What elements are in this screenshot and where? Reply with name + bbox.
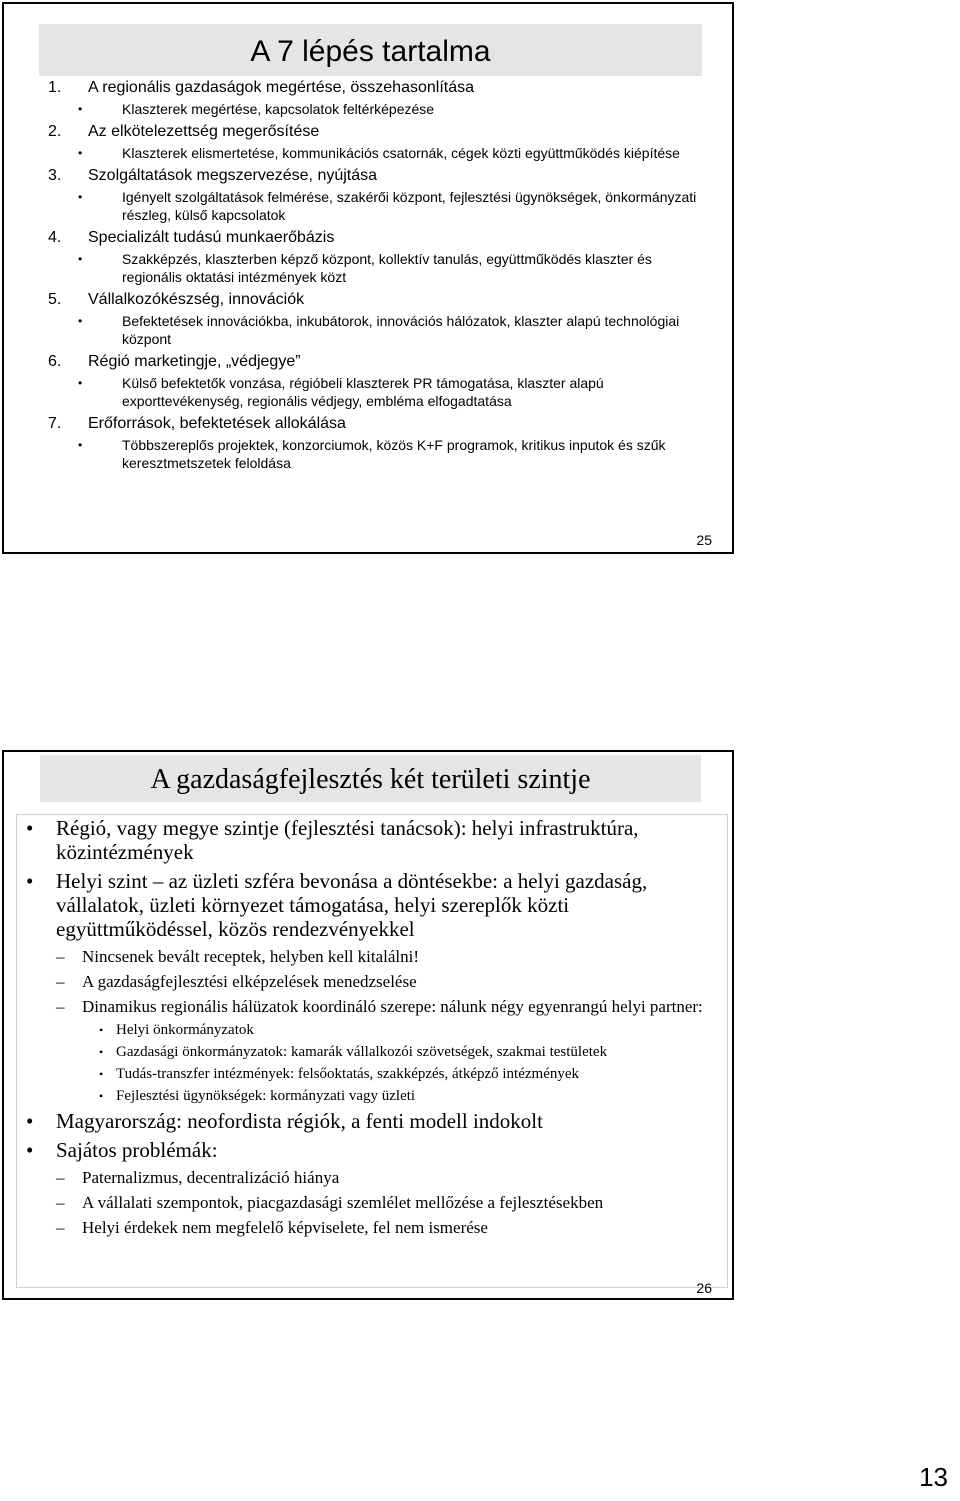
- list-item-text: Helyi érdekek nem megfelelő képviselete, fel nem ismerése: [82, 1218, 488, 1237]
- bullet: •: [78, 146, 83, 160]
- slide-25: [2, 2, 734, 554]
- step-title: A regionális gazdaságok megértése, összehasonlítása: [88, 79, 475, 96]
- list-item: [24, 996, 724, 1018]
- step-title: Erőforrások, befektetések allokálása: [88, 415, 346, 432]
- list-item: [24, 1087, 724, 1106]
- step-heading: [48, 228, 708, 248]
- step-detail: [48, 250, 708, 286]
- list-item-text: A gazdaságfejlesztési elképzelések menedzselése: [82, 972, 417, 991]
- step-title: Specializált tudású munkaerőbázis: [88, 229, 335, 246]
- step-detail-text: Befektetések innovációkba, inkubátorok, innovációs hálózatok, klaszter alapú technológiai központ: [122, 313, 680, 347]
- bullet: •: [78, 376, 83, 390]
- step-detail: [48, 374, 708, 410]
- slide-content: [24, 816, 724, 1242]
- step-detail-text: Többszereplős projektek, konzorciumok, közös K+F programok, kritikus inputok és szűk keresztmetszetek feloldása: [122, 437, 666, 471]
- slide-title: A gazdaságfejlesztés két területi szintje: [150, 764, 591, 795]
- bullet: •: [78, 102, 83, 116]
- step-number: 5.: [48, 291, 62, 308]
- bullet: •: [26, 869, 34, 893]
- step-detail: [48, 144, 708, 162]
- step-detail-text: Szakképzés, klaszterben képző központ, kollektív tanulás, együttműködés klaszter és regionális oktatási intézmények közt: [122, 251, 652, 285]
- step-detail-text: Igényelt szolgáltatások felmérése, szakérői központ, fejlesztési ügynökségek, önkormányzati részleg, külső kapcsolatok: [122, 189, 697, 223]
- dash: –: [56, 947, 65, 966]
- bullet: •: [78, 252, 83, 266]
- bullet: •: [26, 816, 34, 840]
- slide-number: 26: [696, 1280, 712, 1296]
- slide-title-bar: [40, 755, 701, 802]
- dash: –: [56, 1193, 65, 1212]
- list-item: [24, 1167, 724, 1189]
- step-title: Régió marketingje, „védjegye”: [88, 353, 301, 370]
- list-item: [24, 1043, 724, 1062]
- bullet: •: [99, 1067, 104, 1081]
- step-detail: [48, 188, 708, 224]
- step-detail-text: Klaszterek megértése, kapcsolatok feltérképezése: [122, 101, 435, 117]
- bullet: •: [99, 1045, 104, 1059]
- step-detail: [48, 436, 708, 472]
- step-heading: [48, 78, 708, 98]
- slide-title: A 7 lépés tartalma: [250, 35, 491, 68]
- list-item-text: Tudás-transzfer intézmények: felsőoktatás, szakképzés, átképző intézmények: [116, 1066, 580, 1082]
- step-heading: [48, 290, 708, 310]
- bullet: •: [78, 314, 83, 328]
- list-item-text: A vállalati szempontok, piacgazdasági szemlélet mellőzése a fejlesztésekben: [82, 1193, 604, 1212]
- step-detail: [48, 312, 708, 348]
- list-item: [24, 816, 724, 864]
- step-number: 2.: [48, 123, 62, 140]
- step-number: 4.: [48, 229, 62, 246]
- list-item-text: Helyi önkormányzatok: [116, 1022, 254, 1038]
- list-item: [24, 1065, 724, 1084]
- list-item: [24, 1192, 724, 1214]
- step-title: Az elkötelezettség megerősítése: [88, 123, 320, 140]
- step-title: Vállalkozókészség, innovációk: [88, 291, 305, 308]
- list-item: [24, 1109, 724, 1133]
- bullet: •: [99, 1023, 104, 1037]
- step-heading: [48, 352, 708, 372]
- bullet: •: [26, 1109, 34, 1133]
- list-item-text: Magyarország: neofordista régiók, a fenti modell indokolt: [56, 1109, 543, 1133]
- list-item-text: Fejlesztési ügynökségek: kormányzati vagy üzleti: [116, 1088, 416, 1104]
- step-title: Szolgáltatások megszervezése, nyújtása: [88, 167, 378, 184]
- page-number: 13: [919, 1462, 948, 1492]
- list-item-text: Helyi szint – az üzleti szféra bevonása a döntésekbe: a helyi gazdaság, vállalatok, üzleti környezet támogatása, helyi szereplők közti együttműködéssel, közös rendezvényekkel: [56, 869, 648, 941]
- list-item: [24, 971, 724, 993]
- step-detail-text: Klaszterek elismertetése, kommunikációs csatornák, cégek közti együttműködés kiépítése: [122, 145, 680, 161]
- list-item: [24, 946, 724, 968]
- slide-title-bar: [39, 24, 702, 76]
- step-detail: [48, 100, 708, 118]
- step-heading: [48, 166, 708, 186]
- list-item: [24, 1138, 724, 1162]
- list-item: [24, 1021, 724, 1040]
- step-number: 1.: [48, 79, 62, 96]
- steps-list: [48, 74, 708, 474]
- slide-26: [2, 750, 734, 1300]
- dash: –: [56, 997, 65, 1016]
- step-number: 3.: [48, 167, 62, 184]
- list-item-text: Gazdasági önkormányzatok: kamarák vállalkozói szövetségek, szakmai testületek: [116, 1044, 608, 1060]
- slide-number: 25: [696, 532, 712, 548]
- step-number: 7.: [48, 415, 62, 432]
- list-item-text: Sajátos problémák:: [56, 1138, 218, 1162]
- list-item: [24, 1217, 724, 1239]
- dash: –: [56, 972, 65, 991]
- list-item-text: Dinamikus regionális hálüzatok koordináló szerepe: nálunk négy egyenrangú helyi partner:: [82, 997, 703, 1016]
- list-item-text: Paternalizmus, decentralizáció hiánya: [82, 1168, 340, 1187]
- step-detail-text: Külső befektetők vonzása, régióbeli klaszterek PR támogatása, klaszter alapú exporttevékenység, regionális védjegy, embléma elfogadtatása: [122, 375, 604, 409]
- step-heading: [48, 414, 708, 434]
- list-item-text: Nincsenek bevált receptek, helyben kell kitalálni!: [82, 947, 420, 966]
- bullet: •: [78, 190, 83, 204]
- list-item-text: Régió, vagy megye szintje (fejlesztési tanácsok): helyi infrastruktúra, közintézmények: [56, 816, 639, 864]
- step-number: 6.: [48, 353, 62, 370]
- bullet: •: [99, 1089, 104, 1103]
- bullet: •: [26, 1138, 34, 1162]
- list-item: [24, 869, 724, 941]
- dash: –: [56, 1168, 65, 1187]
- bullet: •: [78, 438, 83, 452]
- step-heading: [48, 122, 708, 142]
- dash: –: [56, 1218, 65, 1237]
